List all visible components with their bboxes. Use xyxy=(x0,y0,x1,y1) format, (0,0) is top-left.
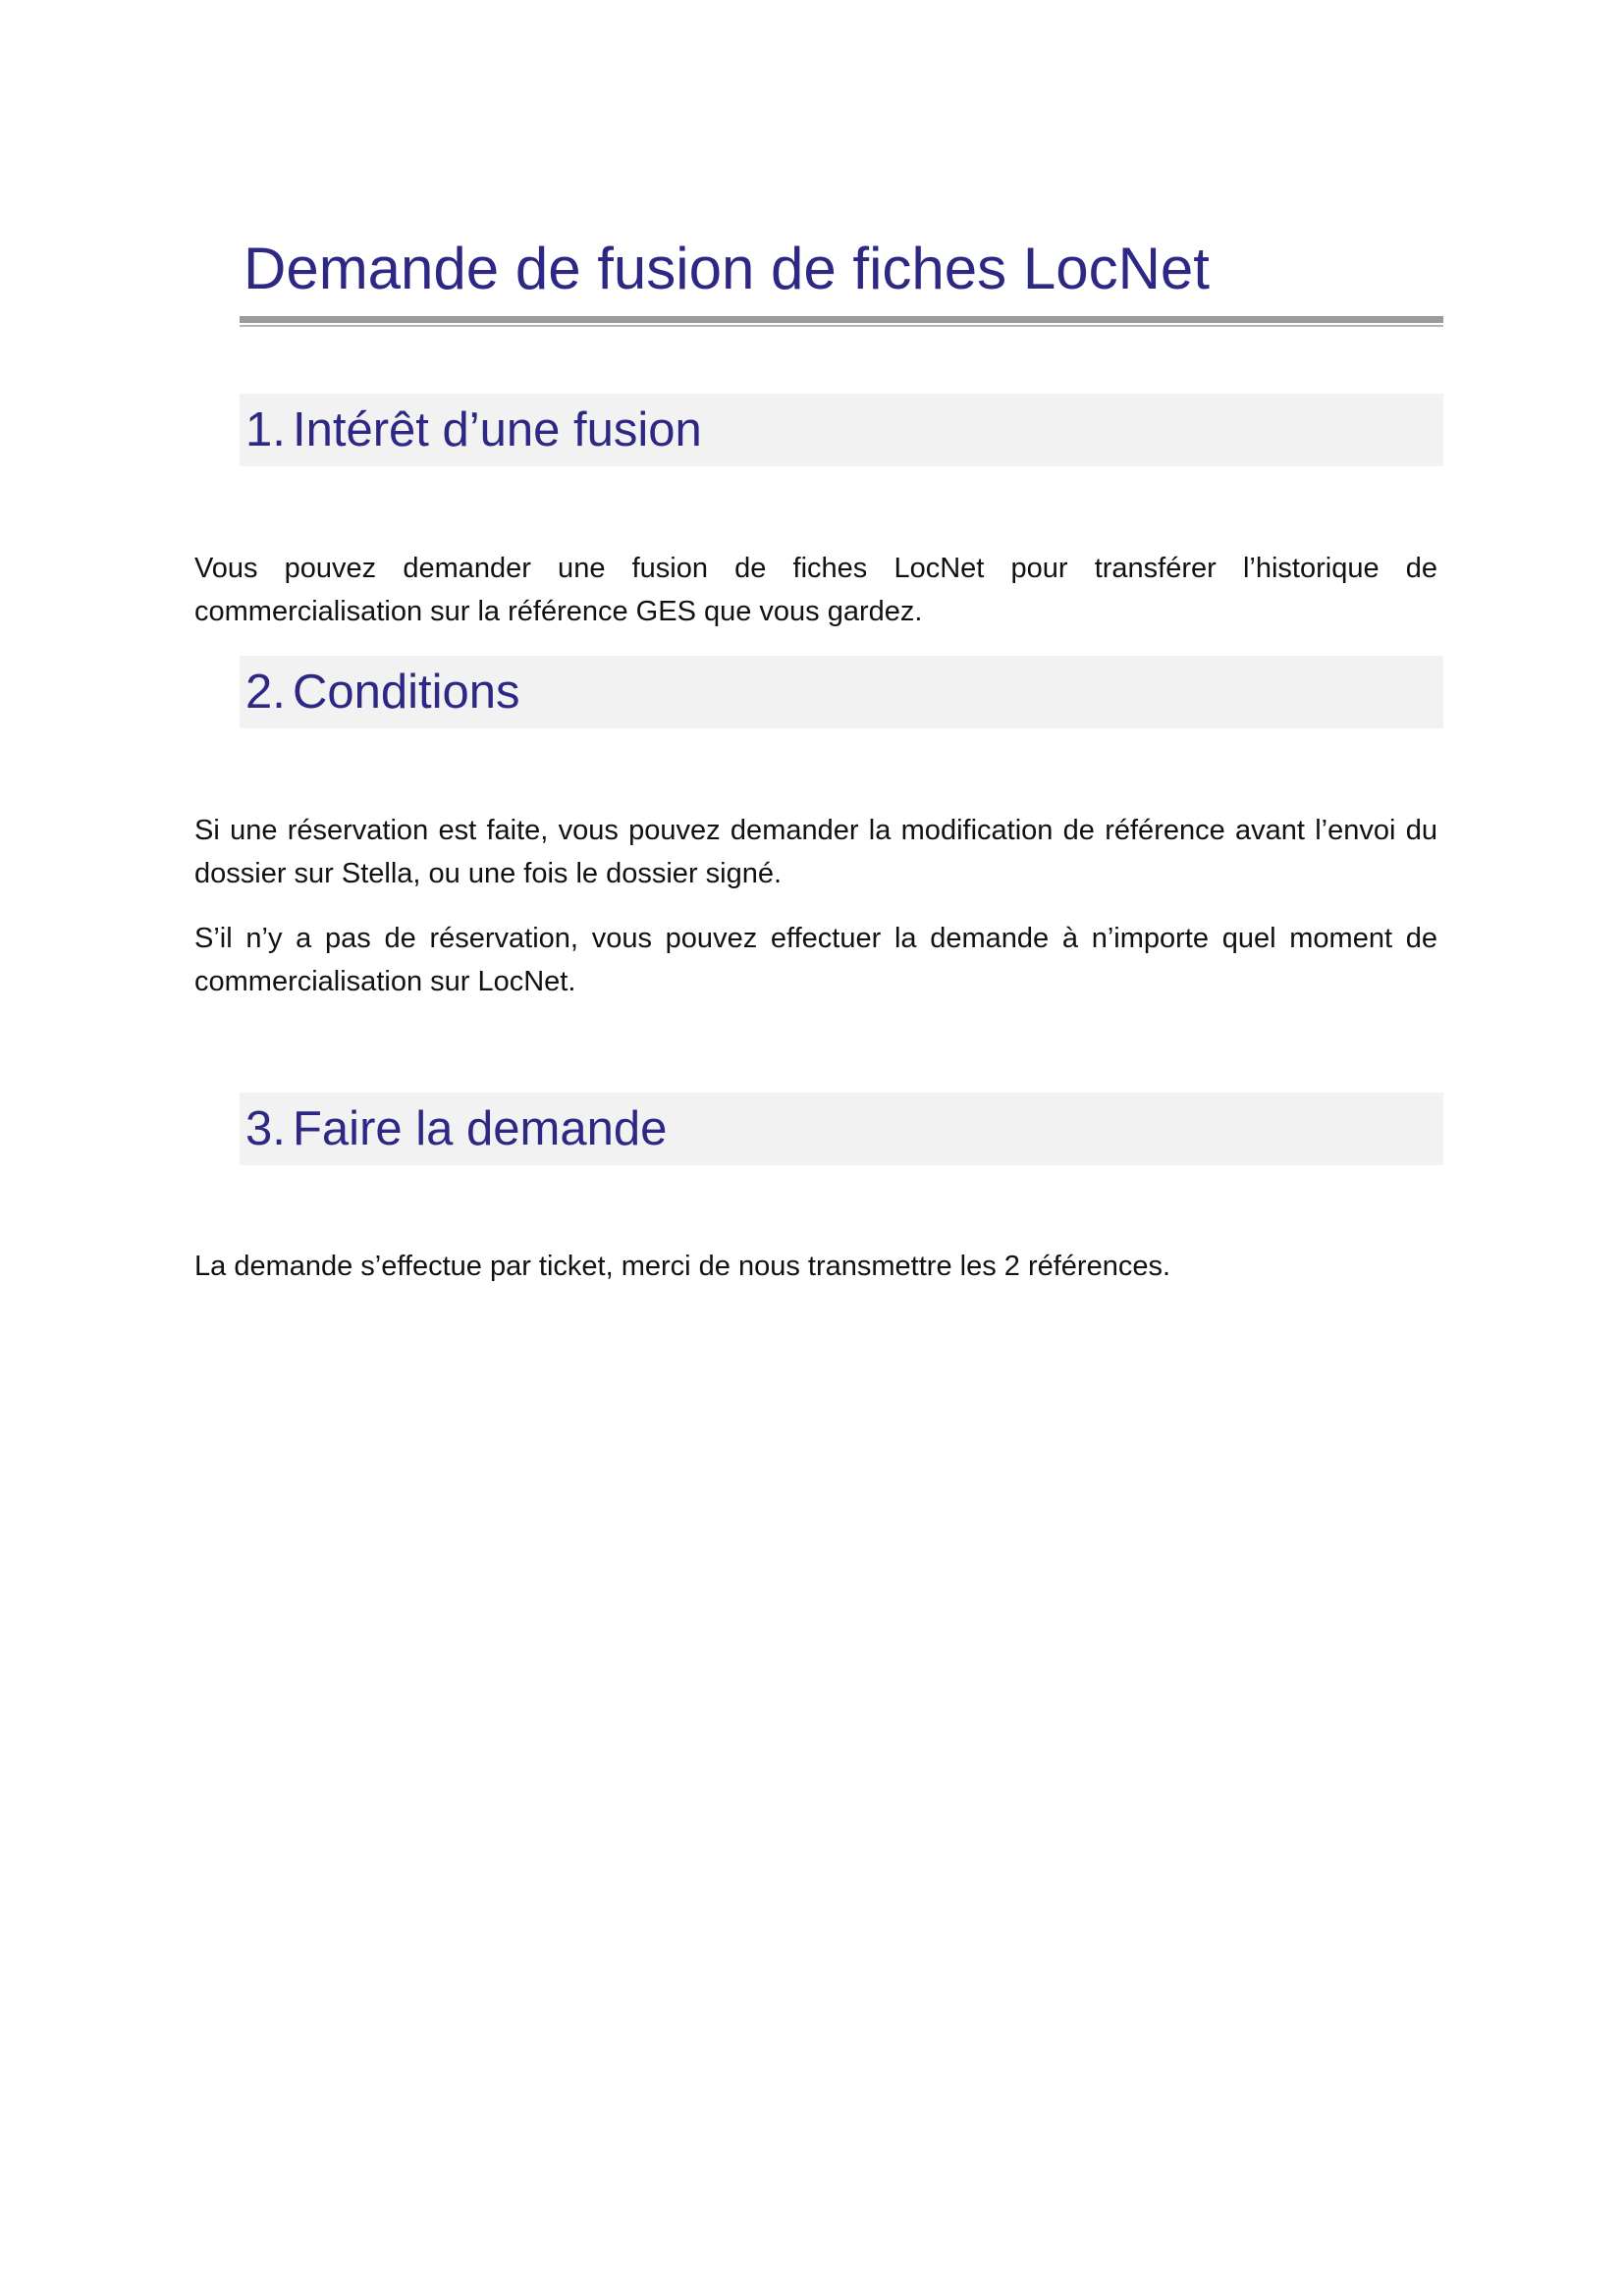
document-title: Demande de fusion de fiches LocNet xyxy=(244,236,1210,301)
section-heading-conditions xyxy=(240,656,1443,728)
section-number: 3. xyxy=(245,1102,286,1155)
section-number: 2. xyxy=(245,666,286,719)
title-underline-thin xyxy=(240,325,1443,327)
section-heading-text: Intérêt d’une fusion xyxy=(293,403,702,456)
section-heading-faire-la-demande xyxy=(240,1093,1443,1165)
title-underline-thick xyxy=(240,316,1443,323)
section-paragraph: Si une réservation est faite, vous pouvez demander la modification de référence avant l’envoi du dossier sur Stella, ou une fois le dossier signé. xyxy=(194,815,1437,889)
section-heading-text: Conditions xyxy=(293,666,520,719)
section-heading-text: Faire la demande xyxy=(293,1102,668,1155)
section-number: 1. xyxy=(245,403,286,456)
section-paragraph: La demande s’effectue par ticket, merci de nous transmettre les 2 références. xyxy=(194,1251,1171,1282)
section-paragraph: Vous pouvez demander une fusion de fiches LocNet pour transférer l’historique de commercialisation sur la référence GES que vous gardez. xyxy=(194,553,1437,627)
section-paragraph: S’il n’y a pas de réservation, vous pouvez effectuer la demande à n’importe quel moment de commercialisation sur LocNet. xyxy=(194,923,1437,997)
section-heading-interet xyxy=(240,394,1443,466)
